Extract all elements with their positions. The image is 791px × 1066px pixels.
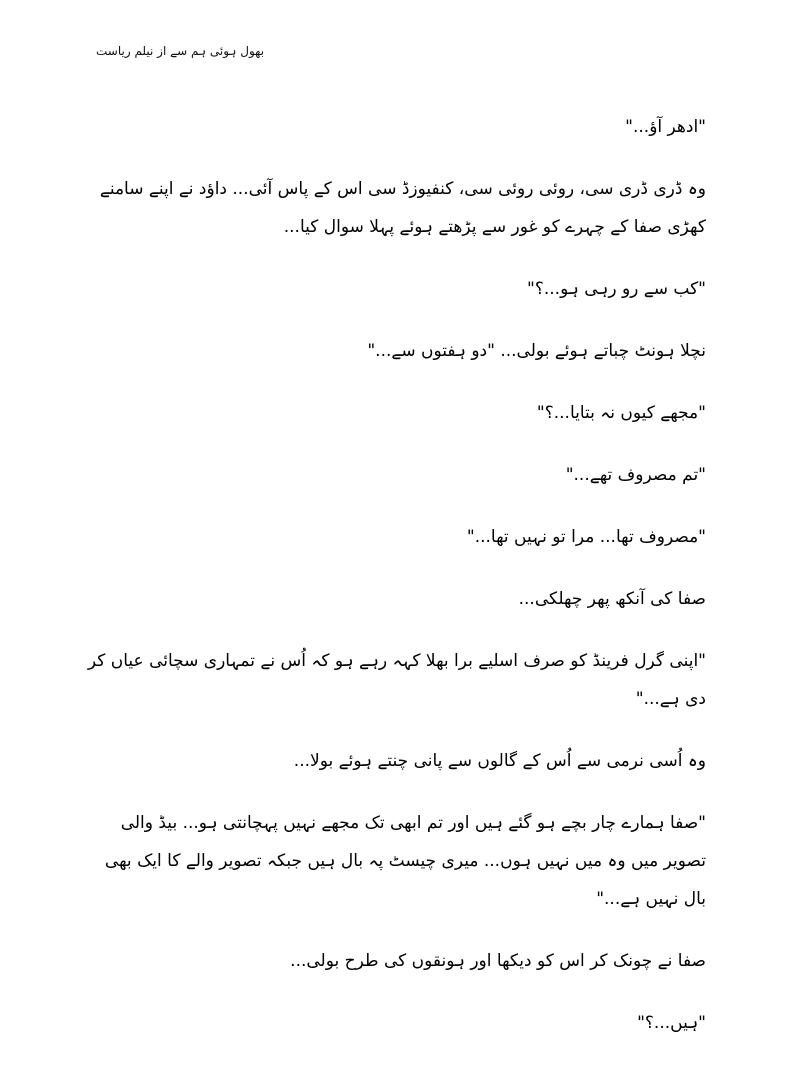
- paragraph-13: "ہیں...؟": [637, 1013, 706, 1033]
- running-header: بھول ہوئی ہم سے از نیلم ریاست: [96, 44, 265, 58]
- paragraph-5: "مجھے کیوں نہ بتایا...؟": [536, 403, 706, 423]
- paragraph-1: "ادھر آؤ...": [625, 117, 706, 137]
- paragraph-4: نچلا ہونٹ چباتے ہوئے بولی... "دو ہفتوں سے...": [367, 341, 706, 361]
- story-body: [81, 108, 706, 1066]
- paragraph-11: "صفا ہمارے چار بچے ہو گئے ہیں اور تم ابھی تک مجھے نہیں پہچانتی ہو... بیڈ والی تصویر میں وہ میں نہیں ہوں... میری چیسٹ پہ بال ہیں جبکہ تصویر والے کا ایک بھی بال نہیں ہے...": [104, 813, 706, 909]
- paragraph-7: "مصروف تھا... مرا تو نہیں تھا...": [466, 527, 706, 547]
- paragraph-9: "اپنی گرل فرینڈ کو صرف اسلیے برا بھلا کہہ رہے ہو کہ اُس نے تمہاری سچائی عیاں کر دی ہے...": [87, 651, 706, 709]
- paragraph-10: وہ اُسی نرمی سے اُس کے گالوں سے پانی چنتے ہوئے بولا...: [293, 751, 706, 771]
- paragraph-3: "کب سے رو رہی ہو...؟": [527, 279, 706, 299]
- paragraph-12: صفا نے چونک کر اس کو دیکھا اور ہونقوں کی طرح بولی...: [290, 951, 706, 971]
- paragraph-6: "تم مصروف تھے...": [565, 465, 706, 485]
- paragraph-2: وہ ڈری ڈری سی، روئی روئی سی، کنفیوزڈ سی اس کے پاس آئی... داؤد نے اپنے سامنے کھڑی صفا کے چہرے کو غور سے پڑھتے ہوئے پہلا سوال کیا...: [99, 179, 706, 237]
- paragraph-8: صفا کی آنکھ پھر چھلکی...: [518, 589, 706, 609]
